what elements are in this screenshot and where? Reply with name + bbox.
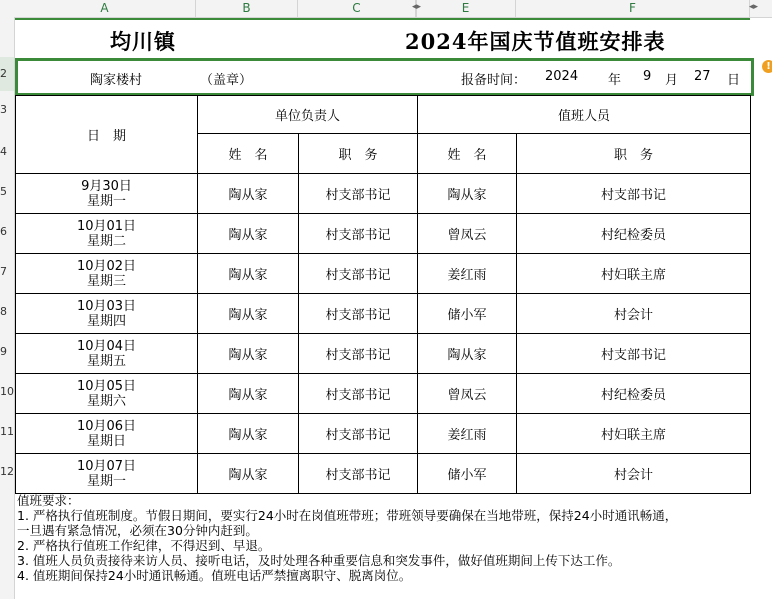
date-text: 10月01日 (76, 218, 137, 234)
leader-title-cell[interactable]: 村支部书记 (299, 174, 418, 214)
row-header-4[interactable]: 4 (0, 145, 7, 158)
leader-name-cell[interactable]: 陶从家 (198, 334, 299, 374)
spreadsheet-area[interactable] (15, 18, 772, 599)
staff-name-cell[interactable]: 姜红雨 (418, 414, 517, 454)
row-header-bar (0, 17, 15, 599)
table-row (16, 454, 751, 494)
village-name: 陶家楼村 (90, 73, 143, 88)
weekday-text: 星期四 (86, 313, 126, 329)
staff-name-cell[interactable]: 曾凤云 (418, 374, 517, 414)
leader-title-cell[interactable]: 村支部书记 (299, 294, 418, 334)
column-header-e[interactable]: E (416, 0, 516, 17)
notes-item: 一旦遇有紧急情况，必须在30分钟内赶到。 (17, 523, 258, 538)
date-cell[interactable] (16, 334, 198, 374)
leader-name-cell[interactable]: 陶从家 (198, 254, 299, 294)
leader-title-cell[interactable]: 村支部书记 (299, 454, 418, 494)
report-year: 2024 (545, 69, 579, 84)
header-leader-name[interactable]: 姓 名 (198, 134, 299, 174)
row-header-2[interactable]: 2 (0, 57, 14, 91)
column-header-b[interactable]: B (196, 0, 298, 17)
column-header-c[interactable]: C (298, 0, 416, 17)
table-row (16, 174, 751, 214)
staff-title-cell[interactable]: 村支部书记 (517, 334, 751, 374)
row-header-10[interactable]: 10 (0, 385, 14, 398)
notes-item: 2. 严格执行值班工作纪律，不得迟到、早退。 (17, 538, 271, 553)
staff-title-cell[interactable]: 村会计 (517, 294, 751, 334)
leader-title-cell[interactable]: 村支部书记 (299, 254, 418, 294)
date-text: 10月06日 (76, 418, 137, 434)
selection-top-border (15, 18, 750, 20)
header-duty-staff[interactable]: 值班人员 (418, 96, 751, 134)
table-row (16, 294, 751, 334)
leader-title-cell[interactable]: 村支部书记 (299, 374, 418, 414)
hidden-column-marker-icon[interactable]: ◂▸ (412, 2, 422, 12)
date-text: 10月03日 (76, 298, 137, 314)
date-text: 9月30日 (81, 178, 132, 194)
weekday-text: 星期一 (86, 473, 126, 489)
seal-label: （盖章） (200, 73, 253, 88)
table-row (16, 374, 751, 414)
date-cell[interactable] (16, 374, 198, 414)
column-header-bar (0, 0, 772, 18)
staff-name-cell[interactable]: 陶从家 (418, 334, 517, 374)
header-leader-position[interactable]: 职 务 (299, 134, 418, 174)
leader-title-cell[interactable]: 村支部书记 (299, 214, 418, 254)
selected-seal-row[interactable] (15, 58, 754, 96)
date-cell[interactable] (16, 254, 198, 294)
date-text: 10月02日 (76, 258, 137, 274)
notes-item: 3. 值班人员负责接待来访人员、接听电话，及时处理各种重要信息和突发事件，做好值班期间上传下达工作。 (17, 553, 621, 568)
date-cell[interactable] (16, 414, 198, 454)
table-row (16, 334, 751, 374)
duty-requirements[interactable] (17, 493, 757, 583)
column-header-f[interactable]: F (516, 0, 750, 17)
staff-title-cell[interactable]: 村纪检委员 (517, 214, 751, 254)
report-time-label: 报备时间： (461, 73, 527, 88)
report-year-unit: 年 (608, 73, 622, 88)
column-header-a[interactable]: A (14, 0, 196, 17)
staff-title-cell[interactable]: 村纪检委员 (517, 374, 751, 414)
table-row (16, 254, 751, 294)
date-cell[interactable] (16, 294, 198, 334)
warning-icon[interactable]: ! (762, 60, 772, 73)
staff-name-cell[interactable]: 陶从家 (418, 174, 517, 214)
leader-name-cell[interactable]: 陶从家 (198, 294, 299, 334)
table-row (16, 214, 751, 254)
leader-title-cell[interactable]: 村支部书记 (299, 334, 418, 374)
row-header-9[interactable]: 9 (0, 345, 7, 358)
leader-name-cell[interactable]: 陶从家 (198, 454, 299, 494)
date-cell[interactable] (16, 174, 198, 214)
weekday-text: 星期三 (86, 273, 126, 289)
report-day: 27 (694, 69, 711, 84)
hidden-column-marker-right-icon[interactable]: ◂▸ (749, 2, 759, 12)
title-schedule-name[interactable]: 2024年国庆节值班安排表 (405, 29, 666, 54)
leader-name-cell[interactable]: 陶从家 (198, 414, 299, 454)
leader-title-cell[interactable]: 村支部书记 (299, 414, 418, 454)
staff-title-cell[interactable]: 村支部书记 (517, 174, 751, 214)
row-header-11[interactable]: 11 (0, 425, 14, 438)
leader-name-cell[interactable]: 陶从家 (198, 214, 299, 254)
staff-name-cell[interactable]: 姜红雨 (418, 254, 517, 294)
duty-schedule-table (15, 95, 751, 494)
weekday-text: 星期六 (86, 393, 126, 409)
staff-name-cell[interactable]: 储小军 (418, 294, 517, 334)
date-text: 10月04日 (76, 338, 137, 354)
leader-name-cell[interactable]: 陶从家 (198, 174, 299, 214)
row-header-8[interactable]: 8 (0, 305, 7, 318)
weekday-text: 星期日 (86, 433, 126, 449)
weekday-text: 星期二 (86, 233, 126, 249)
notes-heading: 值班要求： (17, 493, 80, 508)
row-header-12[interactable]: 12 (0, 465, 14, 478)
staff-title-cell[interactable]: 村会计 (517, 454, 751, 494)
date-cell[interactable] (16, 454, 198, 494)
notes-item: 1. 严格执行值班制度。节假日期间，要实行24小时在岗值班带班；带班领导要确保在当地带班，保持24小时通讯畅通， (17, 508, 678, 523)
leader-name-cell[interactable]: 陶从家 (198, 374, 299, 414)
report-month-unit: 月 (665, 73, 679, 88)
header-unit-leader[interactable]: 单位负责人 (198, 96, 418, 134)
staff-title-cell[interactable]: 村妇联主席 (517, 414, 751, 454)
weekday-text: 星期五 (86, 353, 126, 369)
date-cell[interactable] (16, 214, 198, 254)
header-staff-position[interactable]: 职 务 (517, 134, 751, 174)
report-month: 9 (643, 69, 652, 84)
row-header-6[interactable]: 6 (0, 225, 7, 238)
header-staff-name[interactable]: 姓 名 (418, 134, 517, 174)
weekday-text: 星期一 (86, 193, 126, 209)
notes-item: 4. 值班期间保持24小时通讯畅通。值班电话严禁擅离职守、脱离岗位。 (17, 568, 412, 583)
title-town[interactable]: 均川镇 (110, 29, 176, 54)
row-header-3[interactable]: 3 (0, 103, 7, 116)
staff-name-cell[interactable]: 曾凤云 (418, 214, 517, 254)
row-header-5[interactable]: 5 (0, 185, 7, 198)
date-text: 10月05日 (76, 378, 137, 394)
date-text: 10月07日 (76, 458, 137, 474)
header-date[interactable]: 日 期 (16, 96, 198, 174)
row-header-7[interactable]: 7 (0, 265, 7, 278)
report-day-unit: 日 (727, 73, 741, 88)
table-row (16, 414, 751, 454)
staff-name-cell[interactable]: 储小军 (418, 454, 517, 494)
staff-title-cell[interactable]: 村妇联主席 (517, 254, 751, 294)
